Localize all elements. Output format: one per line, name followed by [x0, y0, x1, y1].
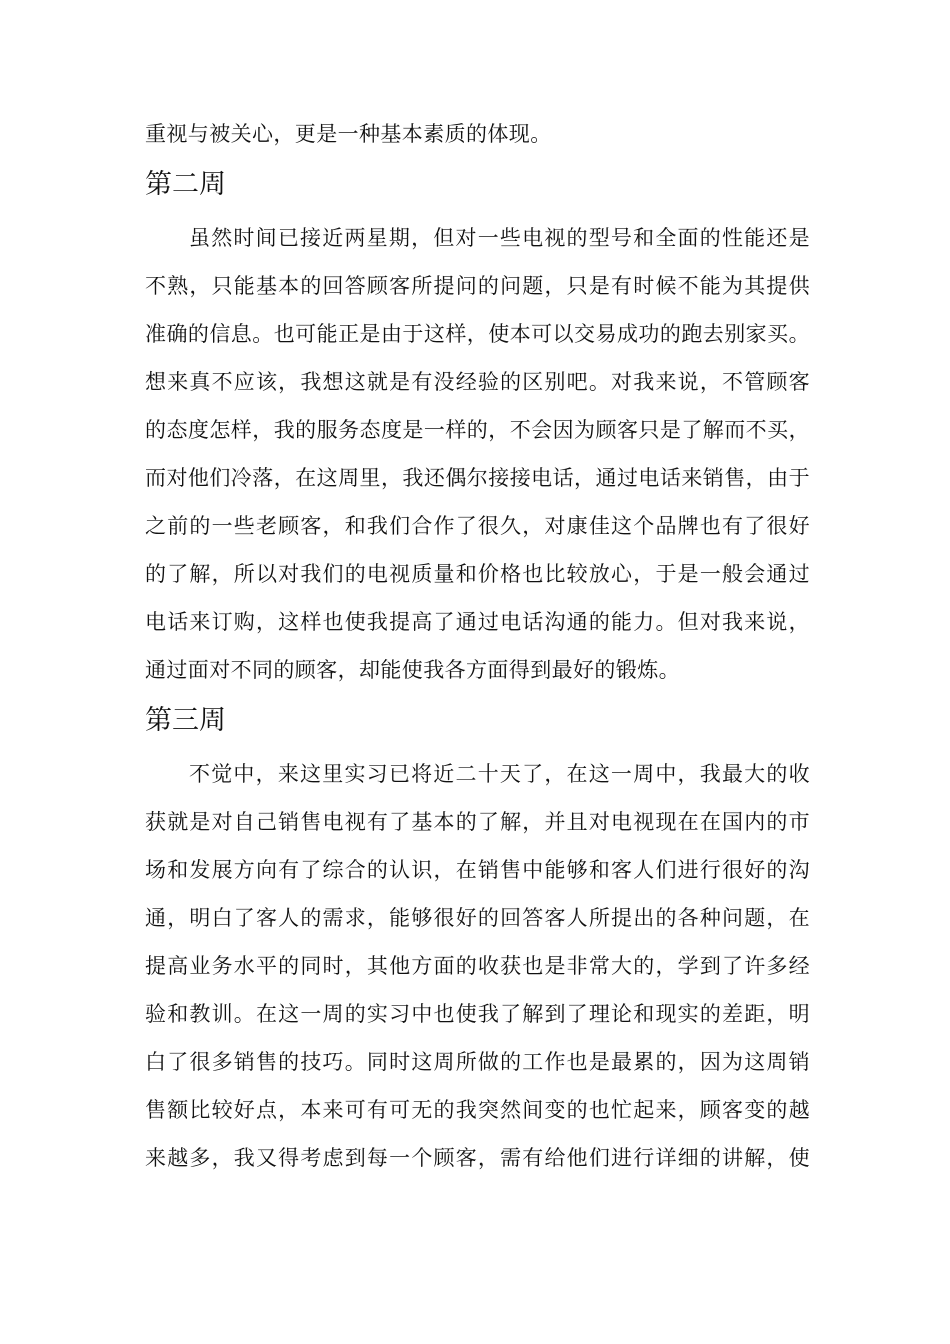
paragraph-line: 不觉中，来这里实习已将近二十天了，在这一周中，我最大的收: [189, 762, 810, 786]
section-heading-week-2: 第二周: [145, 169, 226, 200]
paragraph-line: 售额比较好点，本来可有可无的我突然间变的也忙起来，顾客变的越: [145, 1098, 810, 1122]
paragraph-line: 电话来订购，这样也使我提高了通过电话沟通的能力。但对我来说，: [145, 610, 810, 634]
paragraph-line: 获就是对自己销售电视有了基本的了解，并且对电视现在在国内的市: [145, 810, 810, 834]
paragraph-line: 而对他们冷落，在这周里，我还偶尔接接电话，通过电话来销售，由于: [145, 466, 810, 490]
paragraph-line: 验和教训。在这一周的实习中也使我了解到了理论和现实的差距，明: [145, 1002, 810, 1026]
document-page: [145, 122, 810, 1194]
paragraph-line: 来越多，我又得考虑到每一个顾客，需有给他们进行详细的讲解，使: [145, 1146, 810, 1170]
paragraph-line: 提高业务水平的同时，其他方面的收获也是非常大的，学到了许多经: [145, 954, 810, 978]
paragraph-line: 准确的信息。也可能正是由于这样，使本可以交易成功的跑去别家买。: [145, 322, 810, 346]
paragraph-line: 的态度怎样，我的服务态度是一样的，不会因为顾客只是了解而不买，: [145, 418, 810, 442]
paragraph-line: 虽然时间已接近两星期，但对一些电视的型号和全面的性能还是: [189, 226, 810, 250]
paragraph-line: 想来真不应该，我想这就是有没经验的区别吧。对我来说，不管顾客: [145, 370, 810, 394]
paragraph-line: 的了解，所以对我们的电视质量和价格也比较放心，于是一般会通过: [145, 562, 810, 586]
section-heading-week-3: 第三周: [145, 705, 226, 736]
paragraph-line: 通，明白了客人的需求，能够很好的回答客人所提出的各种问题，在: [145, 906, 810, 930]
paragraph-line: 重视与被关心，更是一种基本素质的体现。: [145, 122, 552, 146]
paragraph-line: 白了很多销售的技巧。同时这周所做的工作也是最累的，因为这周销: [145, 1050, 810, 1074]
paragraph-line: 不熟，只能基本的回答顾客所提问的问题，只是有时候不能为其提供: [145, 274, 810, 298]
paragraph-line: 场和发展方向有了综合的认识，在销售中能够和客人们进行很好的沟: [145, 858, 810, 882]
paragraph-line: 之前的一些老顾客，和我们合作了很久，对康佳这个品牌也有了很好: [145, 514, 810, 538]
paragraph-line: 通过面对不同的顾客，却能使我各方面得到最好的锻炼。: [145, 658, 680, 682]
